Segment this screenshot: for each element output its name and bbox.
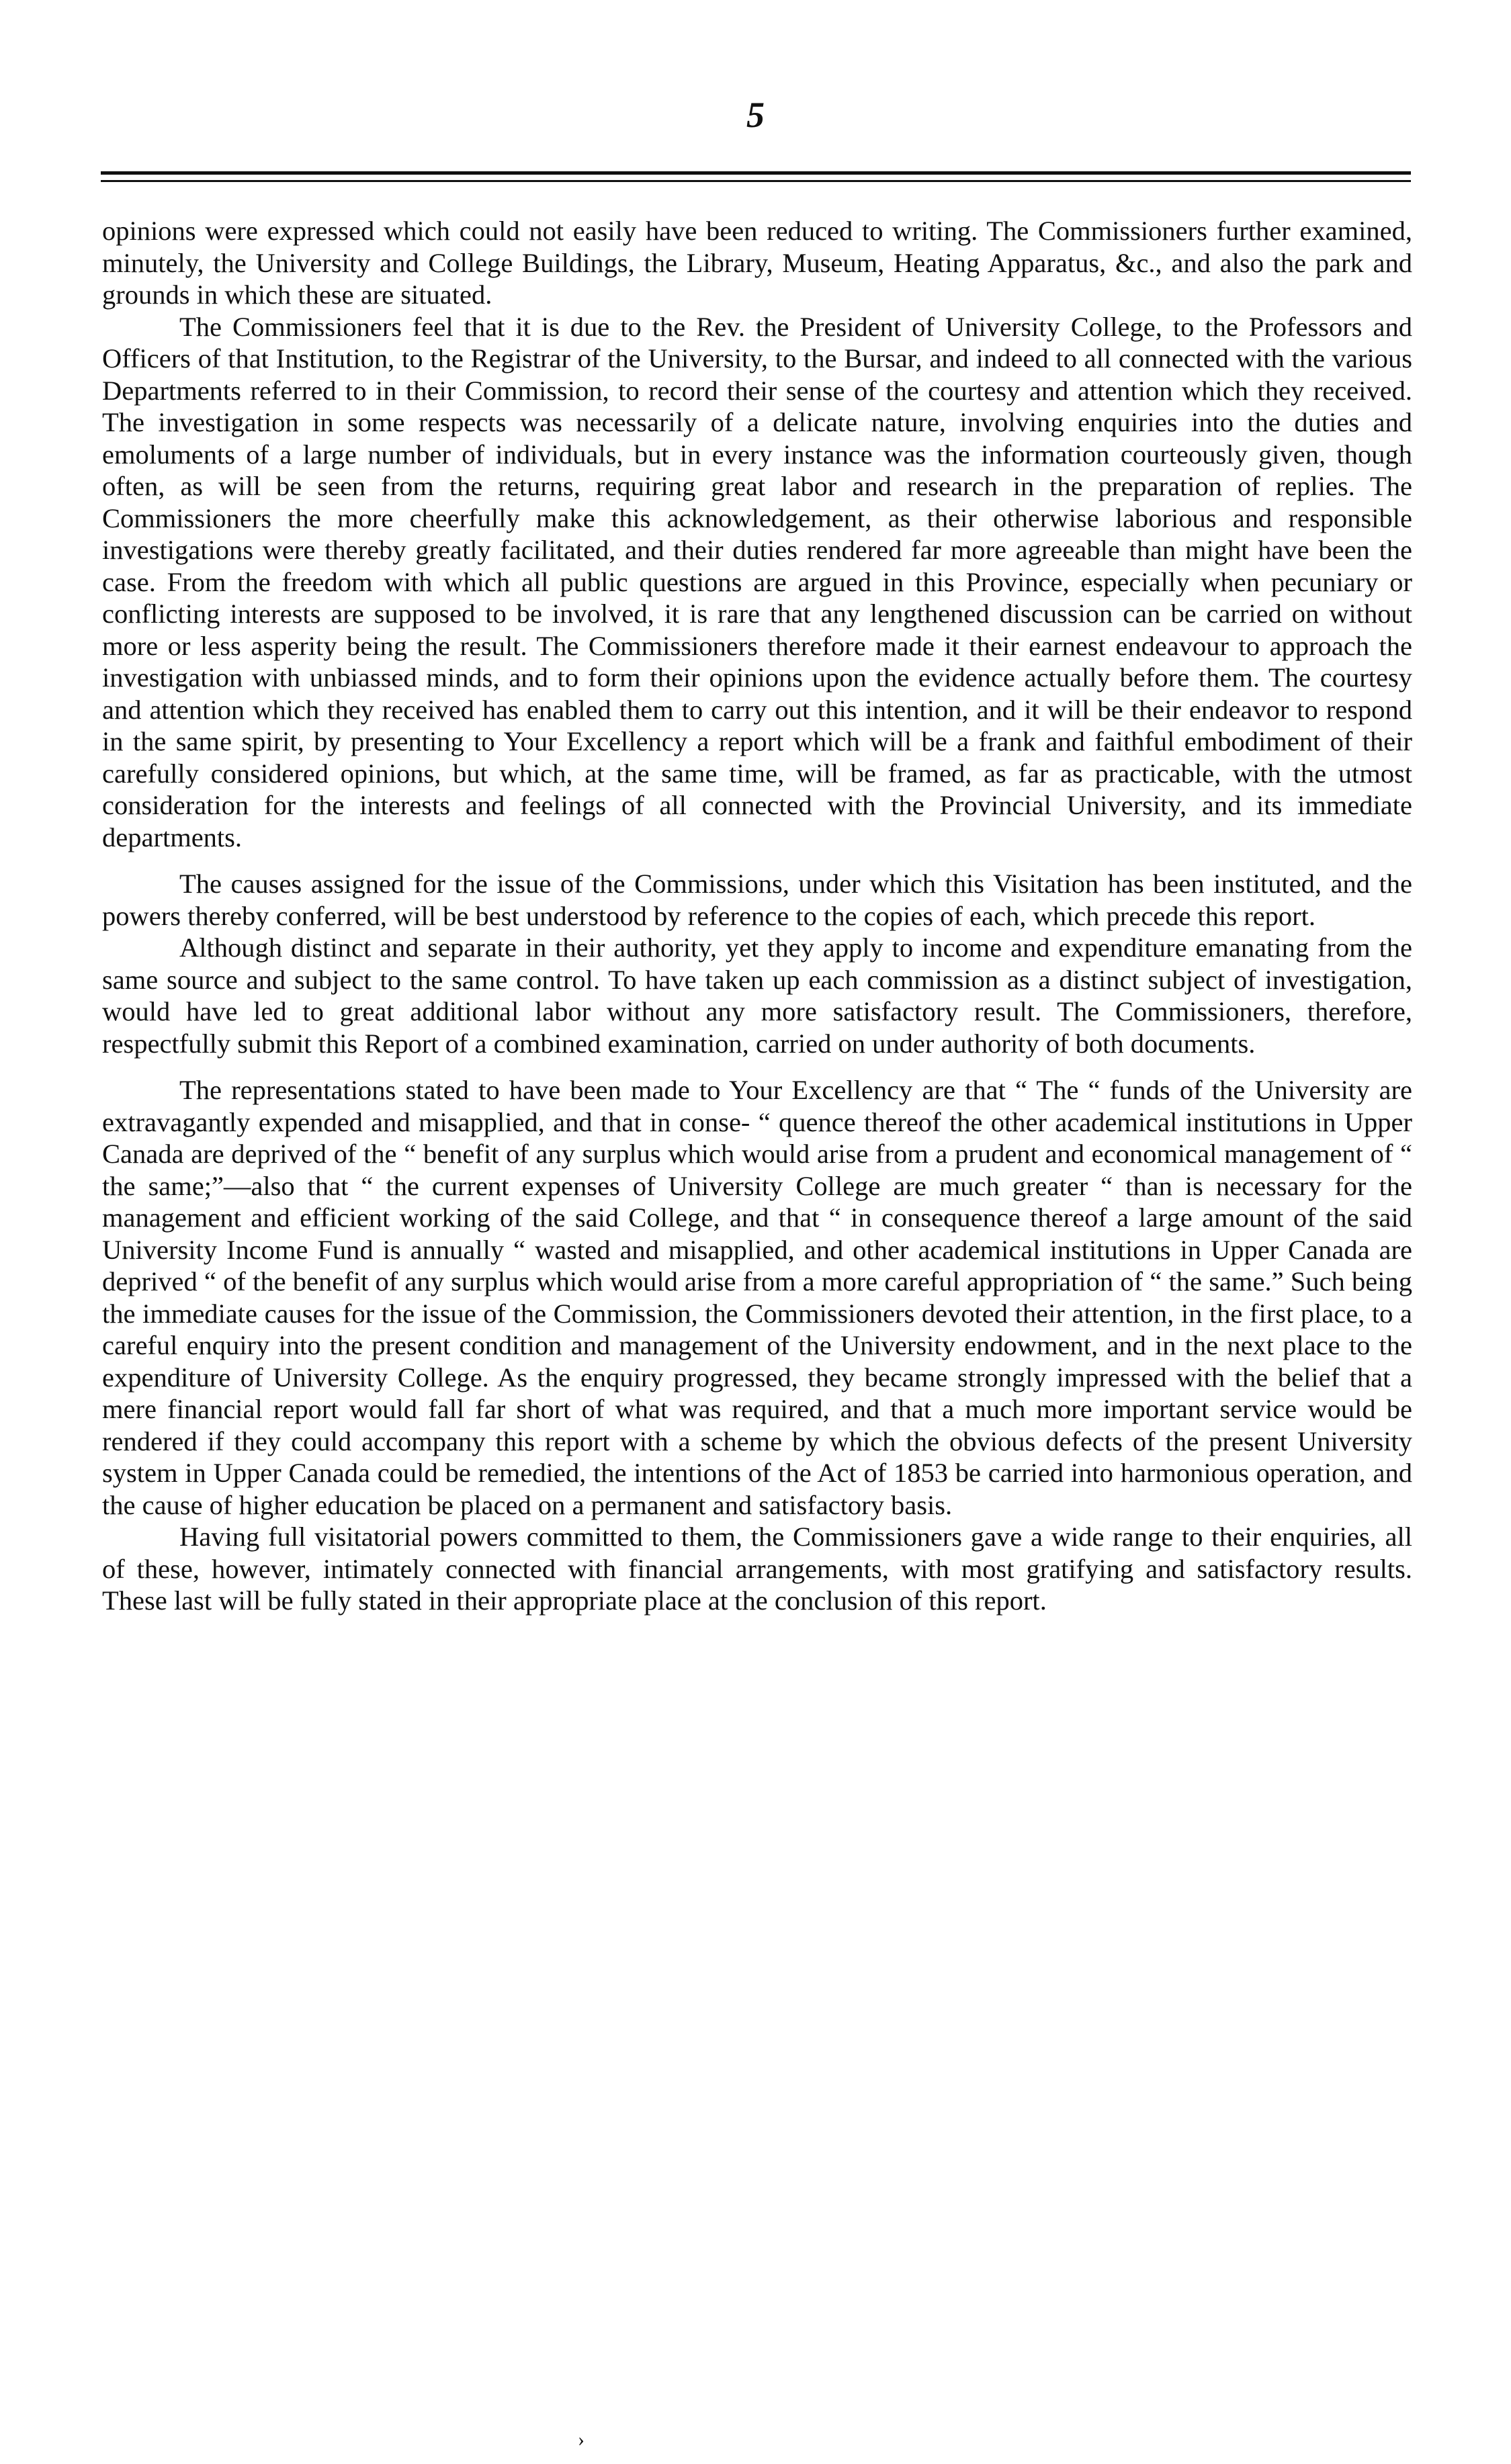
- paragraph-representations: The representations stated to have been made to Your Excellency are that “ The “ funds of the University are extravagantly expended and misapplied, and that in conse- “ quence thereof the other academical institutions in Upper Canada are deprived of the “ benefit of any surplus which would arise from a prudent and economical management of “ the same;”—also that “ the current expenses of University College are much greater “ than is necessary for the management and efficient working of the said College, and that “ in consequence thereof a large amount of the said University Income Fund is annually “ wasted and misapplied, and other academical institutions in Upper Canada are deprived “ of the benefit of any surplus which would arise from a more careful appropriation of “ the same.” Such being the immediate causes for the issue of the Commission, the Commissioners devoted their attention, in the first place, to a careful enquiry into the present condition and management of the University endowment, and in the next place to the expenditure of University College. As the enquiry progressed, they became strongly impressed with the belief that a mere financial report would fall far short of what was required, and that a much more important service would be rendered if they could accompany this report with a scheme by which the obvious defects of the present University system in Upper Canada could be remedied, the intentions of the Act of 1853 be carried into harmonious operation, and the cause of higher education be placed on a permanent and satisfactory basis.: [102, 1075, 1412, 1520]
- body-text: [102, 215, 1412, 1617]
- header-rule-thick: [101, 171, 1411, 175]
- paragraph-combined-examination: Although distinct and separate in their authority, yet they apply to income and expenditure emanating from the same source and subject to the same control. To have taken up each commission as a distinct subject of investigation, would have led to great additional labor without any more satisfactory result. The Commissioners, therefore, respectfully submit this Report of a combined examination, carried on under authority of both documents.: [102, 932, 1412, 1059]
- page-number: 5: [746, 95, 765, 135]
- footer-mark: ›: [578, 2428, 585, 2451]
- paragraph-causes: The causes assigned for the issue of the Commissions, under which this Visitation has been instituted, and the powers thereby conferred, will be best understood by reference to the copies of each, which precede this report.: [102, 869, 1412, 931]
- header-rule-thin: [101, 180, 1411, 182]
- paragraph-acknowledgement: The Commissioners feel that it is due to the Rev. the President of University College, to the Professors and Officers of that Institution, to the Registrar of the University, to the Bursar, and indeed to all connected with the various Departments referred to in their Commission, to record their sense of the courtesy and attention which they received. The investigation in some respects was necessarily of a delicate nature, involving enquiries into the duties and emoluments of a large number of individuals, but in every instance was the information courteously given, though often, as will be seen from the returns, requiring great labor and research in the preparation of replies. The Commissioners the more cheerfully make this acknowledgement, as their otherwise laborious and responsible investigations were thereby greatly facilitated, and their duties rendered far more agreeable than might have been the case. From the freedom with which all public questions are argued in this Province, especially when pecuniary or conflicting interests are supposed to be involved, it is rare that any lengthened discussion can be carried on without more or less asperity being the result. The Commissioners therefore made it their earnest endeavour to approach the investigation with unbiassed minds, and to form their opinions upon the evidence actually before them. The courtesy and attention which they received has enabled them to carry out this intention, and it will be their endeavor to respond in the same spirit, by presenting to Your Excellency a report which will be a frank and faithful embodiment of their carefully considered opinions, but which, at the same time, will be framed, as far as practicable, with the utmost consideration for the interests and feelings of all connected with the Provincial University, and its immediate departments.: [102, 311, 1412, 852]
- paragraph-visitatorial-powers: Having full visitatorial powers committed to them, the Commissioners gave a wide range to their enquiries, all of these, however, intimately connected with financial arrangements, with most gratifying and satisfactory results. These last will be fully stated in their appropriate place at the conclusion of this report.: [102, 1522, 1412, 1616]
- paragraph-continuation: opinions were expressed which could not easily have been reduced to writing. The Commissioners further examined, minutely, the University and College Buildings, the Library, Museum, Heating Apparatus, &c., and also the park and grounds in which these are situated.: [102, 216, 1412, 310]
